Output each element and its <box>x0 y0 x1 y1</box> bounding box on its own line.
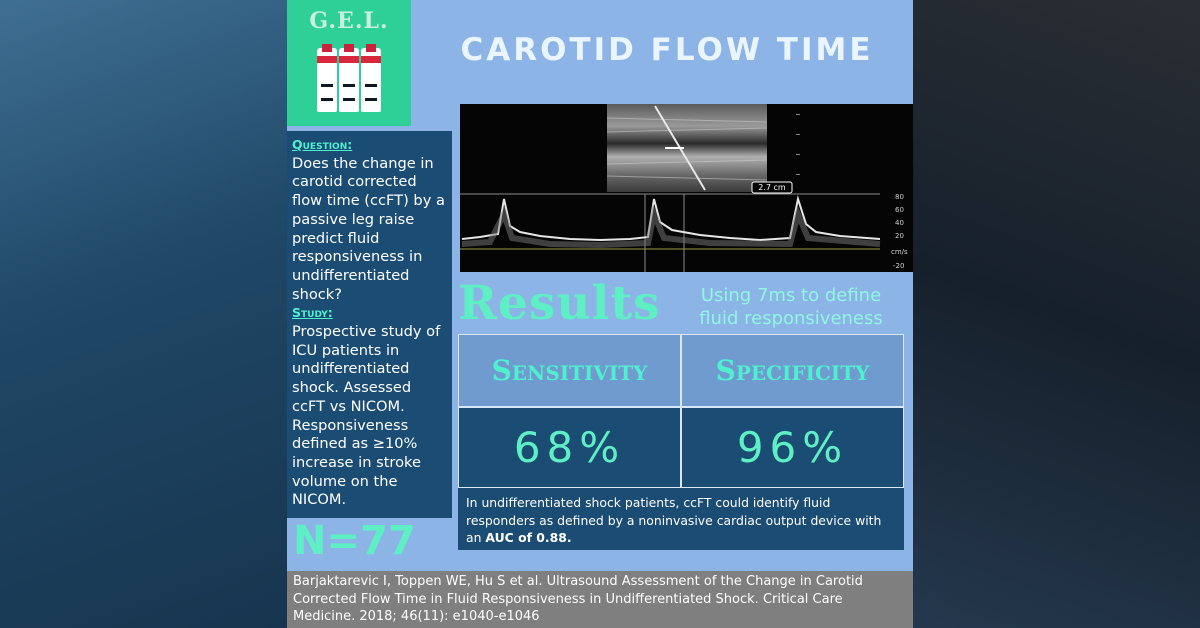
question-study-panel <box>287 131 452 518</box>
specificity-header: Specificity <box>681 334 904 407</box>
results-note: Using 7ms to define fluid responsiveness <box>699 285 883 329</box>
citation: Barjaktarevic I, Toppen WE, Hu S et al. Ultrasound Assessment of the Change in Carotid Corrected Flow Time in Fluid Responsiveness in Undifferentiated Shock. Critical Care Medicine. 2018; 46(11): e1040-e1046 <box>287 571 913 628</box>
conclusion-box <box>458 488 904 550</box>
auc-text: AUC of 0.88. <box>485 530 572 545</box>
sample-size: N=77 <box>293 518 416 564</box>
infographic-card <box>287 0 913 628</box>
page-title: CAROTID FLOW TIME <box>460 32 874 68</box>
ultrasound-graphic <box>460 104 913 272</box>
measure-label: 2.7 cm <box>758 183 786 192</box>
scale-unit: cm/s <box>891 248 908 256</box>
scale-tick: 80 <box>895 193 904 201</box>
sensitivity-header: Sensitivity <box>458 334 681 407</box>
question-label: Question: <box>292 137 353 152</box>
results-table <box>458 334 904 488</box>
scale-tick: 20 <box>895 232 904 240</box>
gel-bottle-icon <box>361 48 381 112</box>
logo-text: G.E.L. <box>309 8 389 34</box>
results-heading: Results <box>458 276 661 331</box>
specificity-value: 96% <box>681 407 904 488</box>
scale-tick: 40 <box>895 219 904 227</box>
gel-logo <box>287 0 411 126</box>
background-left <box>0 0 287 628</box>
scale-tick: -20 <box>893 262 905 270</box>
question-text: Does the change in carotid corrected flow time (ccFT) by a passive leg raise predict fluid responsiveness in undifferentiated shock? <box>292 154 445 303</box>
conclusion-text: In undifferentiated shock patients, ccFT could identify fluid responders as defined by a noninvasive cardiac output device with an <box>466 495 882 545</box>
study-text: Prospective study of ICU patients in undifferentiated shock. Assessed ccFT vs NICOM. Responsiveness defined as ≥10% increase in stroke volume on the NICOM. <box>292 323 441 509</box>
gel-bottle-icon <box>339 48 359 112</box>
ultrasound-image <box>460 104 913 272</box>
background-right <box>913 0 1200 628</box>
gel-bottle-icon <box>317 48 337 112</box>
scale-tick: 60 <box>895 206 904 214</box>
sensitivity-value: 68% <box>458 407 681 488</box>
study-label: Study: <box>292 305 333 321</box>
